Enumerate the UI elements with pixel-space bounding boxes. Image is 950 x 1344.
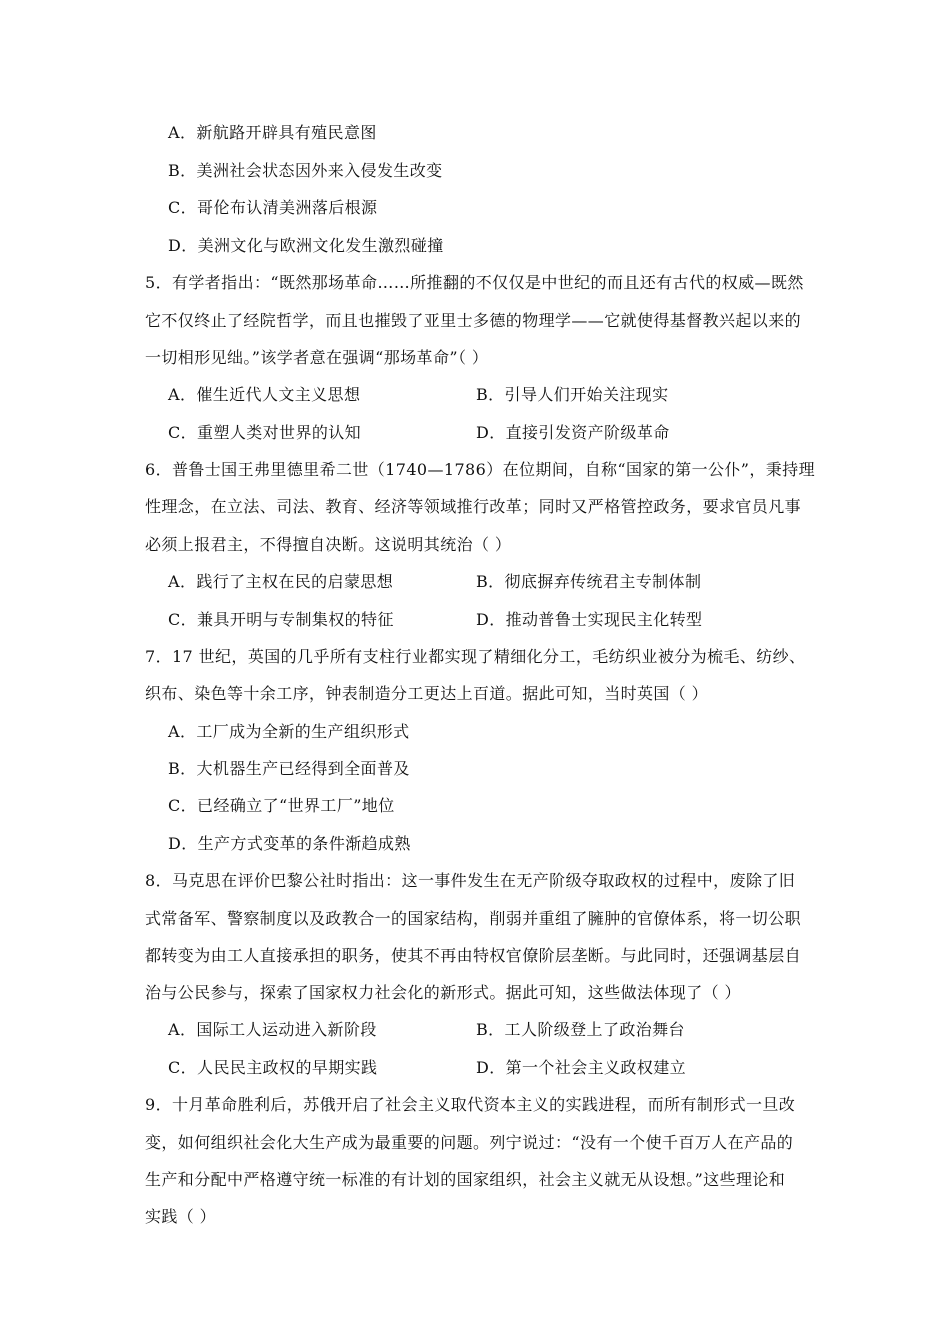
q9-stem-line-1: 9．十月革命胜利后，苏俄开启了社会主义取代资本主义的实践进程，而所有制形式一旦改 xyxy=(145,1095,796,1114)
q6-option-b: B．彻底摒弃传统君主专制体制 xyxy=(476,572,702,591)
q5-option-c: C．重塑人类对世界的认知 xyxy=(168,423,362,442)
q8-option-d: D．第一个社会主义政权建立 xyxy=(476,1058,687,1077)
q6-option-c: C．兼具开明与专制集权的特征 xyxy=(168,610,394,629)
q6-option-d: D．推动普鲁士实现民主化转型 xyxy=(476,610,703,629)
q6-stem-line-3: 必须上报君主，不得擅自决断。这说明其统治（ ） xyxy=(145,535,512,554)
q4-option-c: C．哥伦布认清美洲落后根源 xyxy=(168,198,378,217)
q5-stem-line-1: 5．有学者指出：“既然那场革命……所推翻的不仅仅是中世纪的而且还有古代的权威—既然 xyxy=(145,273,804,292)
q4-option-d: D．美洲文化与欧洲文化发生激烈碰撞 xyxy=(168,236,444,255)
q5-option-b: B．引导人们开始关注现实 xyxy=(476,385,669,404)
q9-stem-line-3: 生产和分配中严格遵守统一标准的有计划的国家组织，社会主义就无从设想。”这些理论和 xyxy=(145,1170,786,1189)
q7-option-b: B．大机器生产已经得到全面普及 xyxy=(168,759,410,778)
q6-stem-line-1: 6．普鲁士国王弗里德里希二世（1740—1786）在位期间，自称“国家的第一公仆”，秉持理 xyxy=(145,460,815,479)
q8-stem-line-2: 式常备军、警察制度以及政教合一的国家结构，削弱并重组了臃肿的官僚体系，将一切公职 xyxy=(145,909,802,928)
q9-stem-line-4: 实践（ ） xyxy=(145,1207,217,1226)
q6-stem-line-2: 性理念，在立法、司法、教育、经济等领域推行改革；同时又严格管控政务，要求官员凡事 xyxy=(145,497,802,516)
q8-option-b: B．工人阶级登上了政治舞台 xyxy=(476,1020,685,1039)
q8-option-a: A．国际工人运动进入新阶段 xyxy=(168,1020,377,1039)
q4-option-a: A．新航路开辟具有殖民意图 xyxy=(168,123,377,142)
q8-stem-line-4: 治与公民参与，探索了国家权力社会化的新形式。据此可知，这些做法体现了（ ） xyxy=(145,983,741,1002)
q7-stem-line-2: 织布、染色等十余工序，钟表制造分工更达上百道。据此可知，当时英国（ ） xyxy=(145,684,709,703)
q7-option-c: C．已经确立了“世界工厂”地位 xyxy=(168,796,395,815)
q5-stem-line-2: 它不仅终止了经院哲学，而且也摧毁了亚里士多德的物理学——它就使得基督教兴起以来的 xyxy=(145,311,802,330)
q9-stem-line-2: 变，如何组织社会化大生产成为最重要的问题。列宁说过：“没有一个使千百万人在产品的 xyxy=(145,1133,794,1152)
q4-option-b: B．美洲社会状态因外来入侵发生改变 xyxy=(168,161,443,180)
q5-option-d: D．直接引发资产阶级革命 xyxy=(476,423,670,442)
q7-option-d: D．生产方式变革的条件渐趋成熟 xyxy=(168,834,411,853)
q7-option-a: A．工厂成为全新的生产组织形式 xyxy=(168,722,410,741)
q8-stem-line-1: 8．马克思在评价巴黎公社时指出：这一事件发生在无产阶级夺取政权的过程中，废除了旧 xyxy=(145,871,796,890)
q5-option-a: A．催生近代人文主义思想 xyxy=(168,385,361,404)
q8-option-c: C．人民民主政权的早期实践 xyxy=(168,1058,378,1077)
q6-option-a: A．践行了主权在民的启蒙思想 xyxy=(168,572,394,591)
q5-stem-line-3: 一切相形见绌。”该学者意在强调“那场革命”（ ） xyxy=(145,348,489,367)
q8-stem-line-3: 都转变为由工人直接承担的职务，使其不再由特权官僚阶层垄断。与此同时，还强调基层自 xyxy=(145,946,802,965)
q7-stem-line-1: 7．17 世纪，英国的几乎所有支柱行业都实现了精细化分工，毛纺织业被分为梳毛、纺纱、 xyxy=(145,647,806,666)
